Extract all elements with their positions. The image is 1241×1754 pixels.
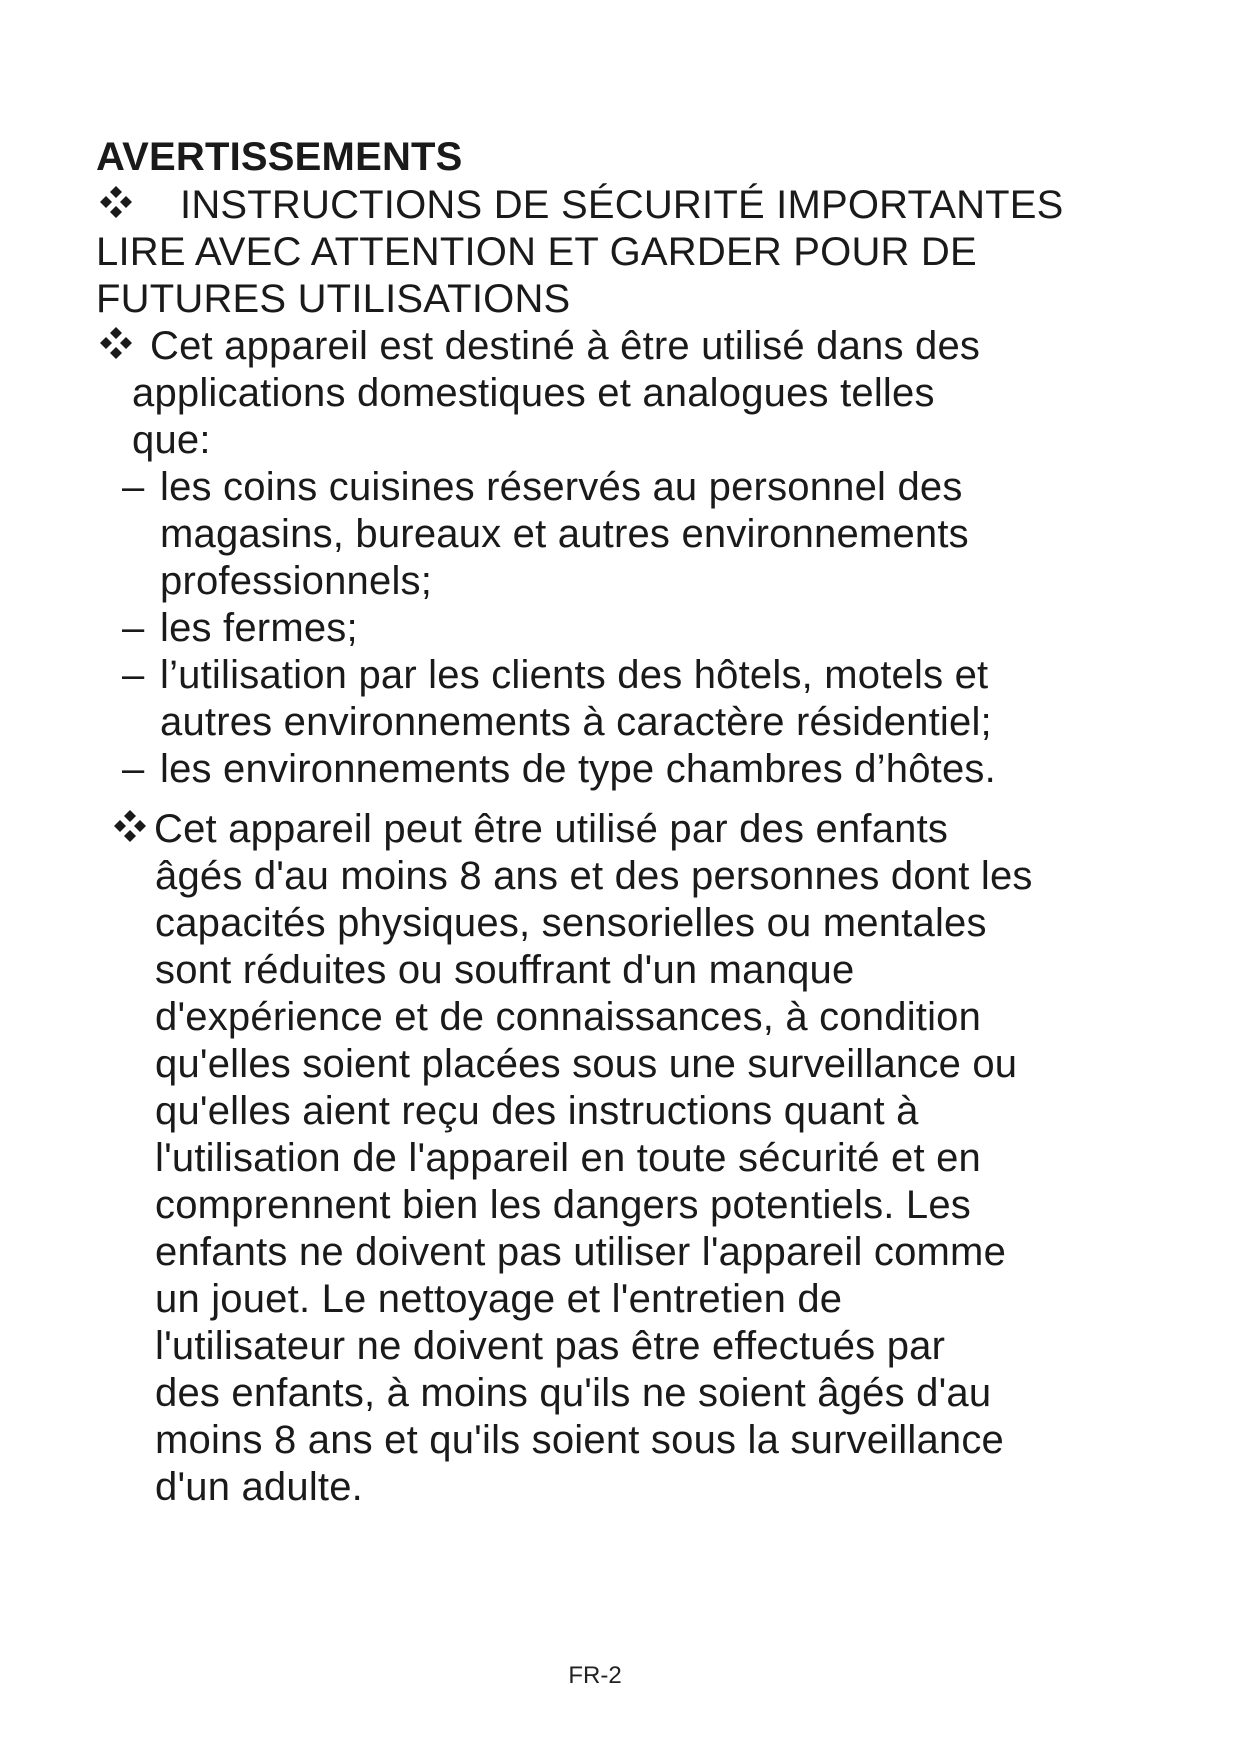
appliance-use-line-3: que: <box>132 418 211 462</box>
four-diamond-bullet-icon <box>96 323 136 363</box>
children-warning-line: sont réduites ou souffrant d'un manque <box>155 948 855 992</box>
children-warning-line: qu'elles soient placées sous une surveillance ou <box>155 1042 1018 1086</box>
children-warning-line: d'expérience et de connaissances, à condition <box>155 995 982 1039</box>
list-item-line-1: l’utilisation par les clients des hôtels, motels et <box>160 653 989 697</box>
list-item-line-1: les coins cuisines réservés au personnel des <box>160 465 963 509</box>
section-heading: AVERTISSEMENTS <box>96 135 463 179</box>
children-warning-line: comprennent bien les dangers potentiels. Les <box>155 1183 971 1227</box>
children-warning-line: d'un adulte. <box>155 1465 363 1509</box>
children-warning-line: Cet appareil peut être utilisé par des enfants <box>154 807 949 851</box>
list-item <box>122 605 996 652</box>
list-item-line-1: les fermes; <box>160 606 358 650</box>
list-item <box>122 464 996 605</box>
list-item <box>122 652 996 746</box>
read-notice <box>96 229 977 323</box>
children-warning-line: un jouet. Le nettoyage et l'entretien de <box>155 1277 843 1321</box>
list-item <box>122 746 996 793</box>
dash-marker: – <box>122 465 145 509</box>
appliance-use-line-2: applications domestiques et analogues telles <box>132 371 935 415</box>
children-warning-line: qu'elles aient reçu des instructions quant à <box>155 1089 919 1133</box>
dash-marker: – <box>122 747 145 791</box>
list-item-line-2: magasins, bureaux et autres environnements <box>160 512 969 556</box>
children-warning-first-line <box>110 806 1033 853</box>
use-environment-list <box>122 464 996 793</box>
appliance-use-paragraph <box>96 323 980 464</box>
four-diamond-bullet-icon <box>110 806 150 846</box>
read-notice-line-1: LIRE AVEC ATTENTION ET GARDER POUR DE <box>96 230 977 274</box>
read-notice-line-2: FUTURES UTILISATIONS <box>96 277 571 321</box>
children-warning-line: enfants ne doivent pas utiliser l'appareil comme <box>155 1230 1007 1274</box>
children-warning-line: des enfants, à moins qu'ils ne soient âgés d'au <box>155 1371 992 1415</box>
page-number: FR-2 <box>568 1662 622 1689</box>
list-item-line-1: les environnements de type chambres d’hôtes. <box>160 747 996 791</box>
children-warning-line: âgés d'au moins 8 ans et des personnes dont les <box>155 854 1033 898</box>
dash-marker: – <box>122 653 145 697</box>
appliance-use-line-1: Cet appareil est destiné à être utilisé dans des <box>150 324 981 368</box>
list-item-line-2: autres environnements à caractère résidentiel; <box>160 700 992 744</box>
safety-instructions-title <box>96 182 1064 229</box>
dash-marker: – <box>122 606 145 650</box>
children-warning-line: capacités physiques, sensorielles ou mentales <box>155 901 987 945</box>
list-item-line-3: professionnels; <box>160 559 433 603</box>
safety-title-text: INSTRUCTIONS DE SÉCURITÉ IMPORTANTES <box>180 183 1064 227</box>
children-warning-paragraph <box>110 806 1033 1511</box>
children-warning-line: l'utilisation de l'appareil en toute sécurité et en <box>155 1136 981 1180</box>
four-diamond-bullet-icon <box>96 182 136 222</box>
children-warning-line: l'utilisateur ne doivent pas être effectués par <box>155 1324 946 1368</box>
appliance-use-first-line <box>96 323 980 370</box>
children-warning-line: moins 8 ans et qu'ils soient sous la surveillance <box>155 1418 1004 1462</box>
